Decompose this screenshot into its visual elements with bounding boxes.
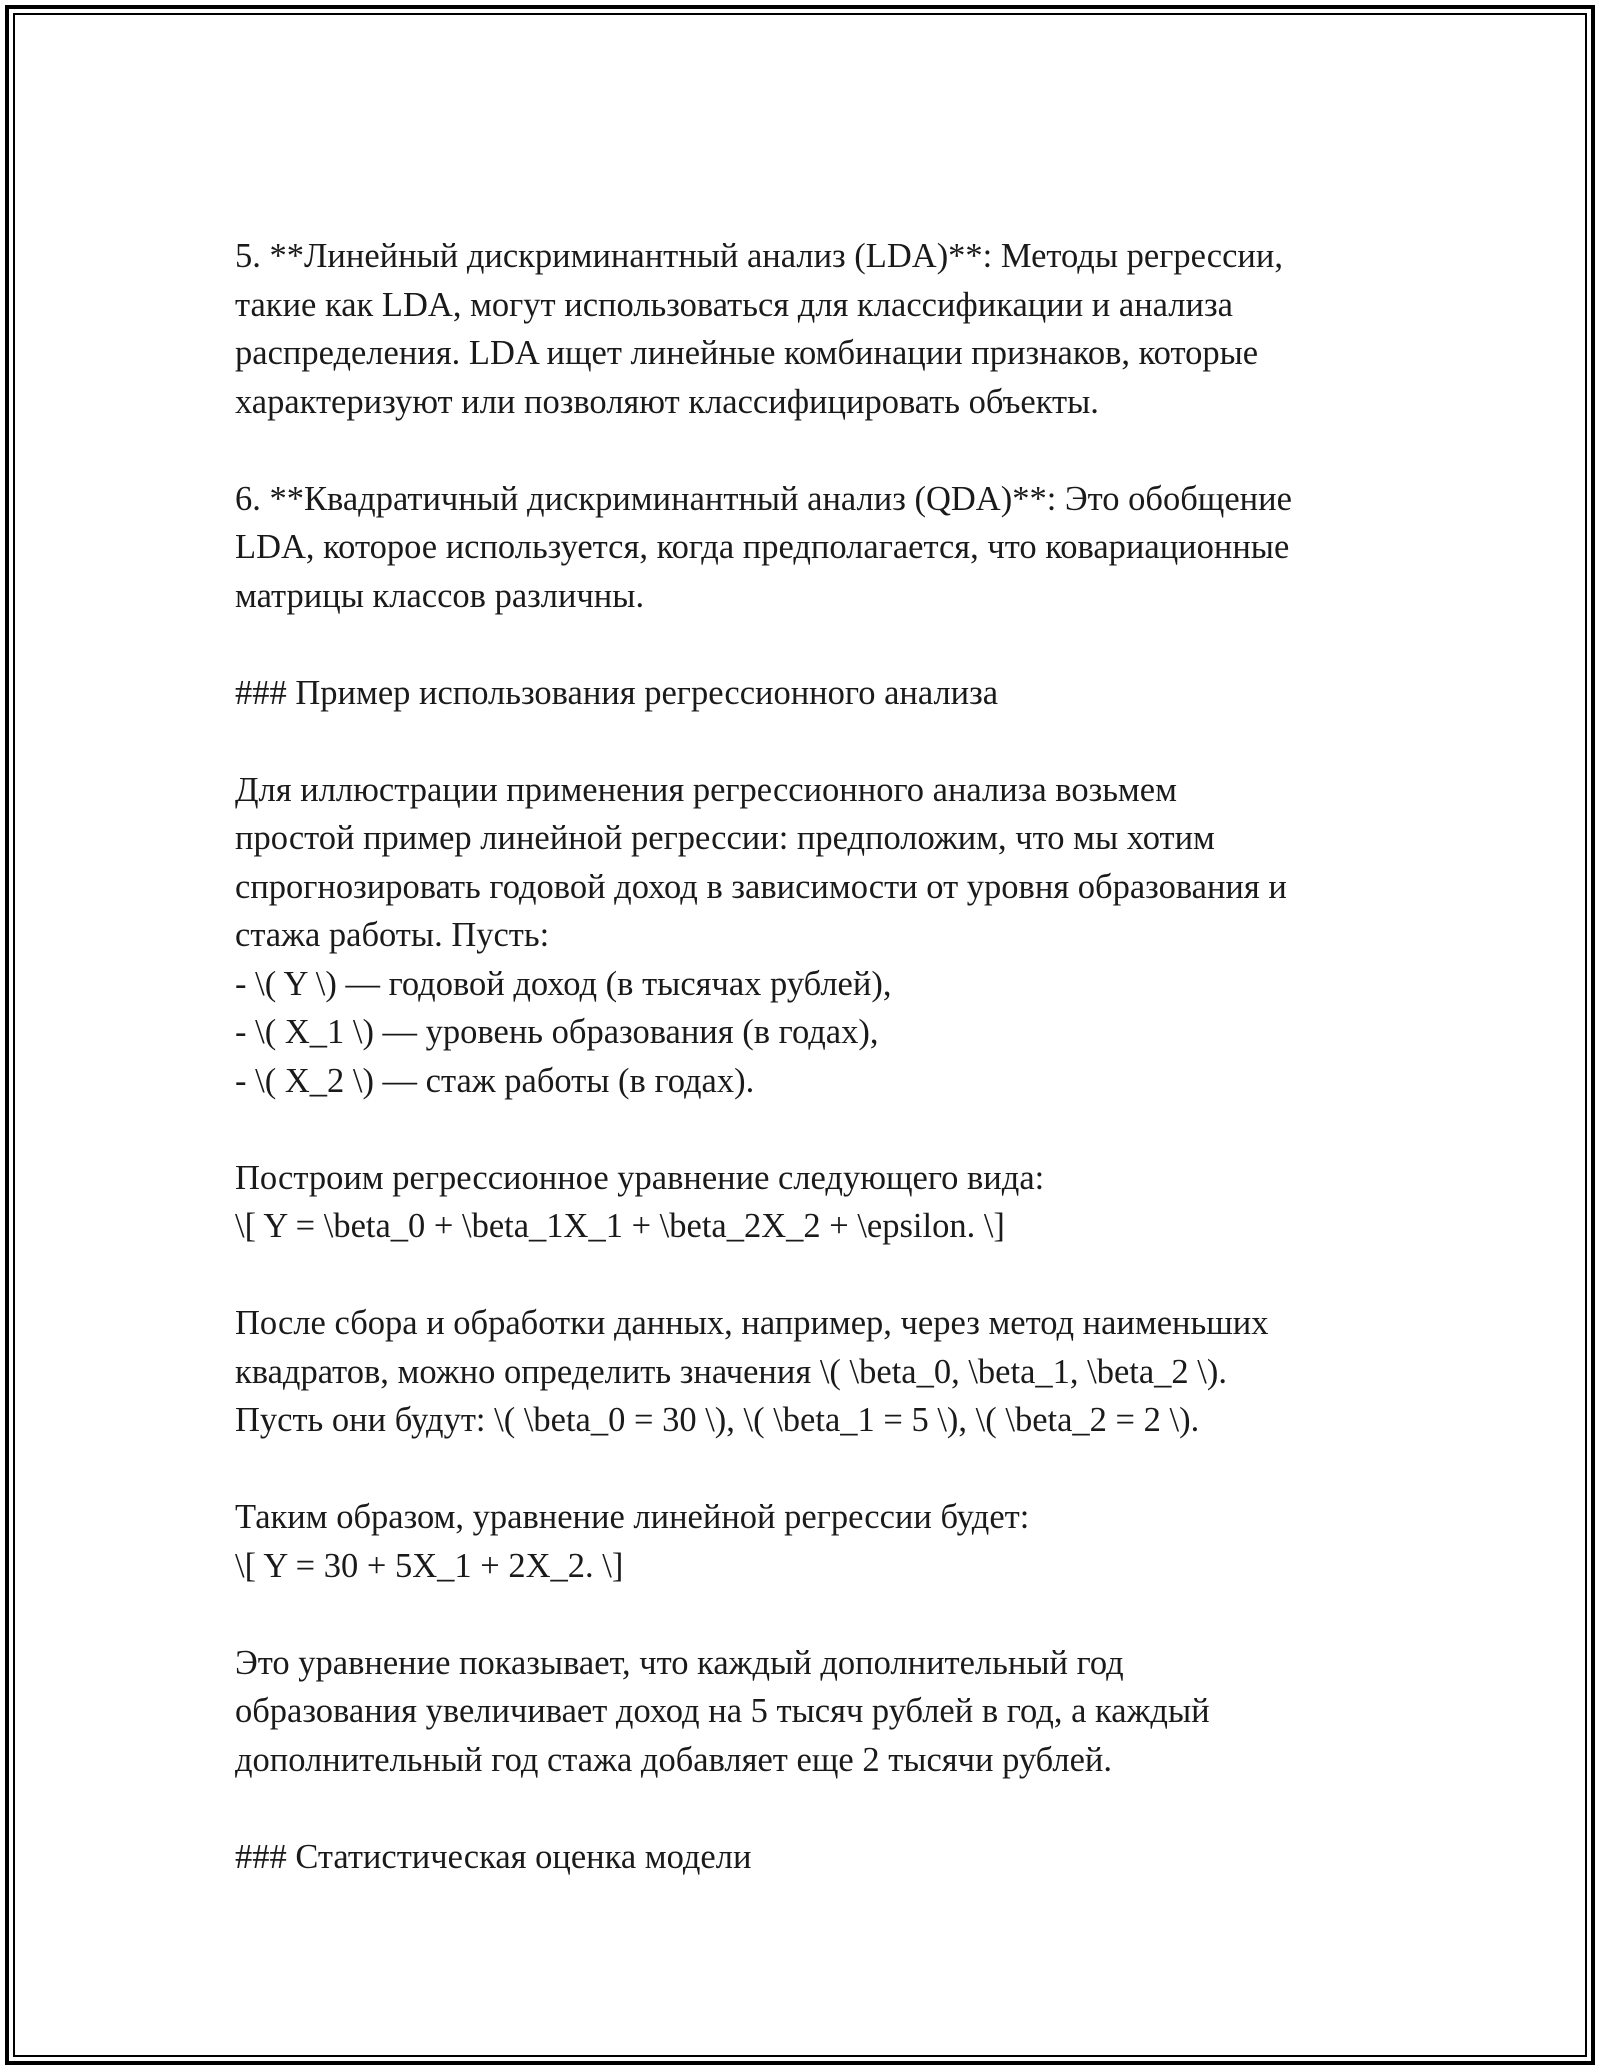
- paragraph-lda: [235, 232, 1395, 426]
- list-item: - \( X_1 \) — уровень образования (в годах),: [235, 1013, 879, 1051]
- text-line: образования увеличивает доход на 5 тысяч рублей в год, а каждый: [235, 1692, 1210, 1730]
- text-line: стажа работы. Пусть:: [235, 916, 550, 954]
- text-line: простой пример линейной регрессии: предположим, что мы хотим: [235, 819, 1215, 857]
- list-item: - \( X_2 \) — стаж работы (в годах).: [235, 1061, 755, 1100]
- heading-example: [235, 669, 1395, 718]
- paragraph-estimation: [235, 1299, 1395, 1445]
- text-line: Это уравнение показывает, что каждый дополнительный год: [235, 1643, 1124, 1682]
- equation-line: \[ Y = \beta_0 + \beta_1X_1 + \beta_2X_2 + \epsilon. \]: [235, 1207, 1005, 1245]
- text-line: такие как LDA, могут использоваться для классификации и анализа: [235, 285, 1233, 324]
- text-line: LDA, которое используется, когда предполагается, что ковариационные: [235, 528, 1290, 566]
- paragraph-final-equation: [235, 1493, 1395, 1590]
- paragraph-interpretation: [235, 1639, 1395, 1785]
- text-line: После сбора и обработки данных, например, через метод наименьших: [235, 1304, 1269, 1342]
- text-line: матрицы классов различны.: [235, 576, 645, 615]
- text-line: Построим регрессионное уравнение следующего вида:: [235, 1158, 1045, 1197]
- text-line: 5. **Линейный дискриминантный анализ (LDA)**: Методы регрессии,: [235, 237, 1283, 275]
- text-line: 6. **Квадратичный дискриминантный анализ (QDA)**: Это обобщение: [235, 479, 1292, 518]
- list-item: - \( Y \) — годовой доход (в тысячах рублей),: [235, 964, 892, 1003]
- text-line: Пусть они будут: \( \beta_0 = 30 \), \( \beta_1 = 5 \), \( \beta_2 = 2 \).: [235, 1401, 1200, 1439]
- text-line: Таким образом, уравнение линейной регрессии будет:: [235, 1498, 1030, 1536]
- text-line: дополнительный год стажа добавляет еще 2 тысячи рублей.: [235, 1740, 1112, 1779]
- section-heading: ### Статистическая оценка модели: [235, 1837, 752, 1876]
- text-line: спрогнозировать годовой доход в зависимости от уровня образования и: [235, 867, 1287, 906]
- heading-statistical-evaluation: [235, 1833, 1395, 1882]
- paragraph-example-intro: [235, 766, 1395, 1106]
- text-line: распределения. LDA ищет линейные комбинации признаков, которые: [235, 334, 1259, 372]
- paragraph-qda: [235, 475, 1395, 621]
- text-line: квадратов, можно определить значения \( \beta_0, \beta_1, \beta_2 \).: [235, 1352, 1228, 1391]
- equation-line: \[ Y = 30 + 5X_1 + 2X_2. \]: [235, 1546, 624, 1585]
- paragraph-equation: [235, 1154, 1395, 1251]
- text-line: характеризуют или позволяют классифицировать объекты.: [235, 382, 1099, 421]
- text-line: Для иллюстрации применения регрессионного анализа возьмем: [235, 770, 1177, 809]
- section-heading: ### Пример использования регрессионного анализа: [235, 673, 999, 712]
- document-body: [235, 232, 1395, 1930]
